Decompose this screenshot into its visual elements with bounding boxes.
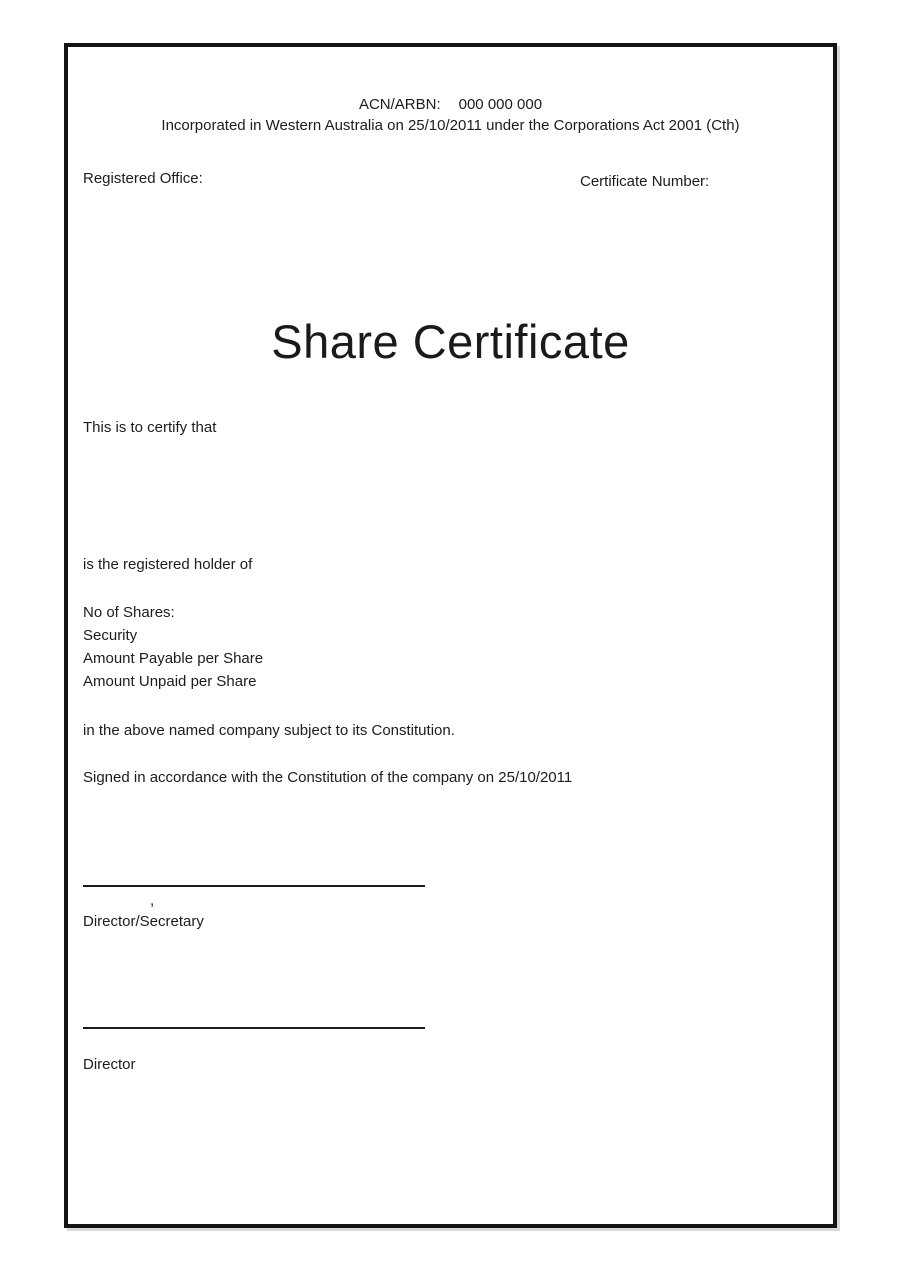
signature-line-director-secretary bbox=[83, 885, 425, 887]
registered-office-label: Registered Office: bbox=[83, 170, 203, 187]
signature-pre-comma: , bbox=[150, 892, 155, 909]
share-field-amount-unpaid: Amount Unpaid per Share bbox=[83, 673, 257, 690]
certificate-number-label: Certificate Number: bbox=[580, 173, 710, 190]
acn-label: ACN/ARBN: bbox=[358, 96, 441, 113]
signature-line-director bbox=[83, 1027, 425, 1029]
share-field-amount-payable: Amount Payable per Share bbox=[83, 650, 264, 667]
incorporation-line: Incorporated in Western Australia on 25/10/2011 under the Corporations Act 2001 (Cth) bbox=[161, 117, 740, 134]
certificate-title: Share Certificate bbox=[271, 315, 630, 368]
signed-line: Signed in accordance with the Constitution of the company on 25/10/2011 bbox=[83, 769, 573, 786]
director-secretary-label: Director/Secretary bbox=[83, 913, 204, 930]
constitution-line: in the above named company subject to its Constitution. bbox=[83, 722, 455, 739]
share-field-no-of-shares: No of Shares: bbox=[83, 604, 175, 621]
director-label: Director bbox=[83, 1056, 136, 1073]
certificate-border bbox=[64, 43, 837, 1228]
share-fields-block bbox=[83, 601, 263, 693]
holder-line: is the registered holder of bbox=[83, 556, 253, 573]
acn-row bbox=[68, 96, 833, 114]
acn-value: 000 000 000 bbox=[458, 96, 543, 113]
share-field-security: Security bbox=[83, 627, 138, 644]
certify-line: This is to certify that bbox=[83, 419, 217, 436]
